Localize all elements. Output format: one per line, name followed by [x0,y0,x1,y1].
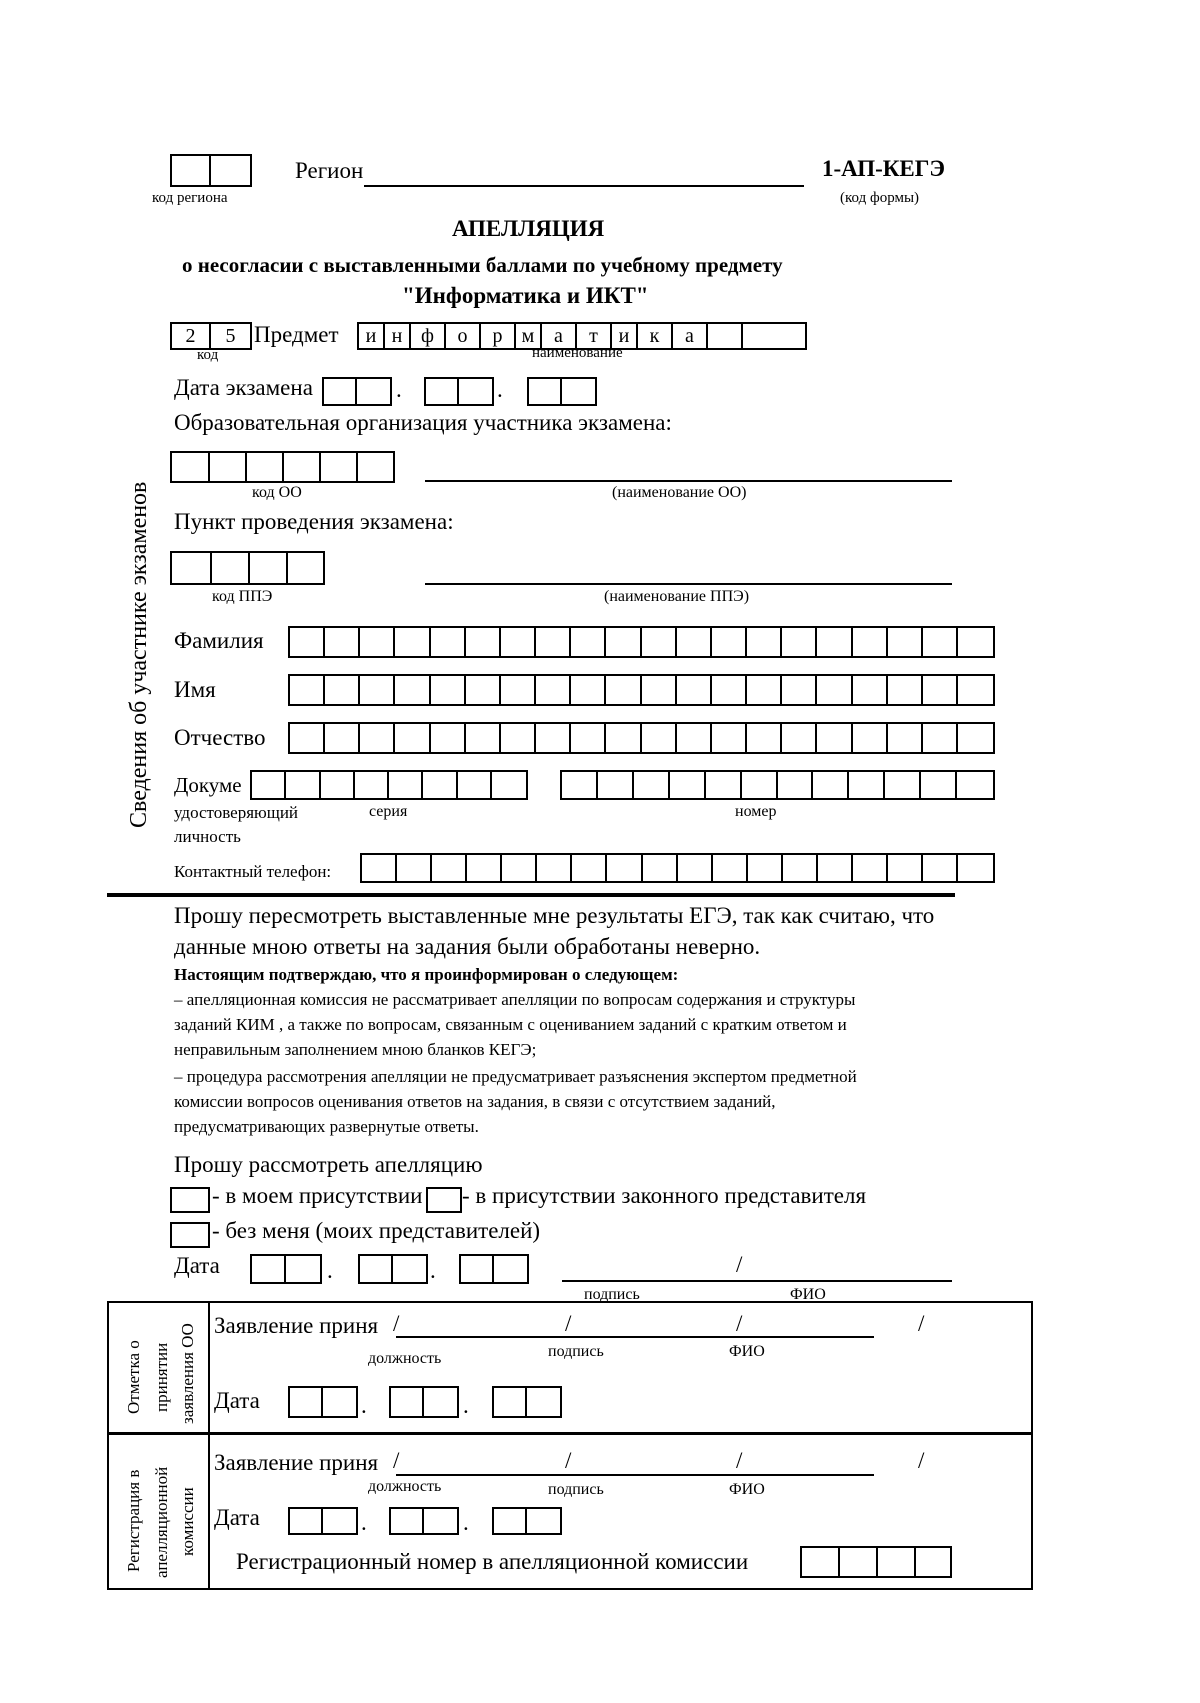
ppe-name-line[interactable] [425,583,952,585]
name-cell[interactable] [536,676,571,704]
form-code-caption: (код формы) [840,190,920,206]
phone-cell[interactable] [397,855,432,881]
consider-date-day[interactable] [250,1254,322,1284]
name-cell[interactable] [677,676,712,704]
patronymic-cell[interactable] [888,724,923,752]
org-code-cell[interactable] [358,453,393,481]
consider-date-year[interactable] [459,1254,529,1284]
consider-label: Прошу рассмотреть апелляцию [174,1152,483,1177]
region-code-caption: код региона [152,190,228,206]
patronymic-cell[interactable] [747,724,782,752]
document-number-cell[interactable] [598,772,634,798]
subject-name-cell[interactable]: и [359,324,385,348]
date-separator: . [497,377,503,402]
subject-title: "Информатика и ИКТ" [402,283,649,308]
patronymic-cell[interactable] [782,724,817,752]
signature-line[interactable] [562,1280,952,1282]
org-name-caption: (наименование ОО) [612,484,747,501]
name-cell[interactable] [747,676,782,704]
date-cell[interactable] [494,1509,527,1533]
date-cell[interactable] [424,1388,457,1416]
name-cell[interactable] [712,676,747,704]
signature-caption: подпись [584,1286,640,1303]
patronymic-cell[interactable] [466,724,501,752]
date-separator: . [327,1258,333,1283]
series-caption: серия [369,803,408,820]
name-cell[interactable] [325,676,360,704]
document-number-cell[interactable] [562,772,598,798]
subject-name-cell[interactable]: м [516,324,542,348]
surname-boxes[interactable] [288,626,995,658]
request-line2: данные мною ответы на задания были обработаны неверно. [174,934,761,959]
document-number-cell[interactable] [778,772,814,798]
section1-slash: / [393,1311,400,1336]
section1-accepted-label: Заявление приня [214,1313,379,1338]
form-code: 1-АП-КЕГЭ [822,156,945,181]
section1-date-label: Дата [214,1388,260,1413]
subject-name-cell[interactable]: н [385,324,411,348]
section1-fio-caption: ФИО [729,1343,765,1360]
patronymic-cell[interactable] [501,724,536,752]
exam-date-label: Дата экзамена [174,375,313,400]
region-code-cell[interactable] [172,156,211,185]
section1-signature-line[interactable] [396,1336,874,1338]
document-series-cell[interactable] [355,772,389,798]
subject-name-caption: наименование [532,345,623,361]
registration-number-label: Регистрационный номер в апелляционной комиссии [236,1549,749,1574]
section2-accepted-label: Заявление приня [214,1450,379,1475]
date-cell[interactable] [360,1256,393,1282]
patronymic-boxes[interactable] [288,722,995,754]
document-series-cell[interactable] [252,772,286,798]
document-series-cell[interactable] [458,772,492,798]
subject-name-cell[interactable] [743,324,779,348]
phone-cell[interactable] [958,855,993,881]
subject-code-boxes[interactable] [170,322,252,350]
document-number-cell[interactable] [957,772,993,798]
section2-date-day[interactable] [288,1507,358,1535]
surname-cell[interactable] [923,628,958,656]
surname-cell[interactable] [536,628,571,656]
name-cell[interactable] [501,676,536,704]
org-code-cell[interactable] [172,453,210,481]
phone-cell[interactable] [362,855,397,881]
section1-side-label-2: принятии [152,1342,171,1412]
section1-date-day[interactable] [288,1386,358,1418]
representative-label: - в присутствии законного представителя [462,1183,867,1208]
ppe-label: Пункт проведения экзамена: [174,509,454,534]
document-number-cell[interactable] [670,772,706,798]
slash-separator: / [736,1252,743,1277]
ppe-code-cell[interactable] [288,553,323,583]
name-cell[interactable] [817,676,852,704]
org-name-line[interactable] [425,480,952,482]
document-series-cell[interactable] [321,772,355,798]
section2-signature-caption: подпись [548,1481,604,1498]
phone-cell[interactable] [888,855,923,881]
subject-name-cell[interactable]: т [577,324,612,348]
surname-cell[interactable] [431,628,466,656]
without-me-checkbox[interactable] [170,1222,210,1248]
ppe-code-cell[interactable] [250,553,288,583]
surname-cell[interactable] [642,628,677,656]
subject-name-cell[interactable]: и [612,324,638,348]
name-cell[interactable] [782,676,817,704]
registration-number-cell[interactable] [802,1548,840,1576]
name-label: Имя [174,677,216,702]
subject-code-cell[interactable]: 2 [172,324,211,348]
date-separator: . [463,1393,469,1418]
page-title: АПЕЛЛЯЦИЯ [452,216,605,241]
exam-date-cell[interactable] [562,379,595,404]
surname-cell[interactable] [712,628,747,656]
section2-side-label-3: комиссии [178,1487,197,1556]
patronymic-cell[interactable] [923,724,958,752]
section-divider [107,893,955,897]
ppe-code-cell[interactable] [212,553,250,583]
document-label-line2: удостоверяющий [174,803,299,822]
surname-cell[interactable] [466,628,501,656]
surname-cell[interactable] [958,628,993,656]
patronymic-cell[interactable] [642,724,677,752]
section1-slash: / [736,1311,743,1336]
date-cell[interactable] [461,1256,494,1282]
document-number-cell[interactable] [706,772,742,798]
section1-side-label-1: Отметка о [124,1340,143,1414]
info-line6: предусматривающих развернутые ответы. [174,1117,479,1136]
info-line4: – процедура рассмотрения апелляции не предусматривает разъяснения экспертом предметной [174,1067,857,1086]
info-line2: заданий КИМ , а также по вопросам, связанным с оцениванием заданий с кратким ответом и [174,1015,847,1034]
phone-cell[interactable] [607,855,642,881]
org-label: Образовательная организация участника экзамена: [174,410,672,435]
date-separator: . [463,1510,469,1535]
section1-signature-caption: подпись [548,1343,604,1360]
section1-slash: / [918,1311,925,1336]
section1-side-label-3: заявления ОО [178,1323,197,1424]
date-separator: . [361,1393,367,1418]
surname-cell[interactable] [395,628,430,656]
phone-cell[interactable] [678,855,713,881]
info-line5: комиссии вопросов оценивания ответов на задания, в связи с отсутствием заданий, [174,1092,776,1111]
registration-number-cell[interactable] [878,1548,916,1576]
name-cell[interactable] [923,676,958,704]
registration-number-cell[interactable] [840,1548,878,1576]
name-cell[interactable] [431,676,466,704]
region-code-boxes[interactable] [170,154,252,187]
date-cell[interactable] [290,1509,323,1533]
name-cell[interactable] [642,676,677,704]
patronymic-cell[interactable] [325,724,360,752]
date-separator: . [361,1510,367,1535]
document-number-cell[interactable] [742,772,778,798]
document-series-cell[interactable] [389,772,423,798]
section1-position-caption: должность [368,1350,442,1367]
phone-cell[interactable] [713,855,748,881]
document-series-cell[interactable] [286,772,320,798]
phone-cell[interactable] [818,855,853,881]
section2-signature-line[interactable] [396,1474,874,1476]
registration-number-boxes[interactable] [800,1546,952,1578]
patronymic-cell[interactable] [571,724,606,752]
subject-code-cell[interactable]: 5 [225,325,236,347]
consider-date-month[interactable] [358,1254,428,1284]
phone-cell[interactable] [572,855,607,881]
exam-date-day[interactable] [322,377,392,406]
phone-cell[interactable] [923,855,958,881]
document-number-cell[interactable] [634,772,670,798]
date-separator: . [430,1258,436,1283]
name-cell[interactable] [395,676,430,704]
surname-cell[interactable] [888,628,923,656]
org-code-cell[interactable] [247,453,284,481]
document-number-cell[interactable] [885,772,921,798]
subject-name-cell[interactable]: р [481,324,516,348]
name-cell[interactable] [466,676,501,704]
section2-slash: / [918,1448,925,1473]
in-my-presence-label: - в моем присутствии [212,1183,423,1208]
consider-date-label: Дата [174,1253,220,1278]
document-number-cell[interactable] [813,772,849,798]
name-cell[interactable] [571,676,606,704]
patronymic-cell[interactable] [360,724,395,752]
surname-cell[interactable] [606,628,641,656]
subject-name-cell[interactable]: ф [411,324,446,348]
number-caption: номер [735,803,777,820]
document-number-cell[interactable] [849,772,885,798]
surname-cell[interactable] [747,628,782,656]
name-cell[interactable] [290,676,325,704]
surname-cell[interactable] [325,628,360,656]
patronymic-cell[interactable] [677,724,712,752]
surname-cell[interactable] [853,628,888,656]
org-code-cell[interactable] [210,453,247,481]
ppe-name-caption: (наименование ППЭ) [604,588,750,605]
name-boxes[interactable] [288,674,995,706]
date-cell[interactable] [494,1256,527,1282]
info-line3: неправильным заполнением мною бланков КЕГЭ; [174,1040,537,1059]
patronymic-cell[interactable] [290,724,325,752]
exam-date-cell[interactable] [426,379,459,404]
section2-position-caption: должность [368,1478,442,1495]
section1-date-month[interactable] [389,1386,459,1418]
name-cell[interactable] [888,676,923,704]
phone-cell[interactable] [537,855,572,881]
patronymic-cell[interactable] [853,724,888,752]
subject-name-cell[interactable]: о [446,324,481,348]
surname-cell[interactable] [571,628,606,656]
date-cell[interactable] [527,1388,560,1416]
patronymic-cell[interactable] [431,724,466,752]
date-cell[interactable] [323,1388,356,1416]
date-cell[interactable] [391,1388,424,1416]
patronymic-cell[interactable] [606,724,641,752]
table-row-divider [107,1432,1033,1435]
phone-cell[interactable] [643,855,678,881]
date-cell[interactable] [494,1388,527,1416]
date-cell[interactable] [323,1509,356,1533]
patronymic-cell[interactable] [712,724,747,752]
section2-slash: / [736,1448,743,1473]
page-subtitle: о несогласии с выставленными баллами по учебному предмету [182,253,783,277]
date-cell[interactable] [424,1509,457,1533]
date-cell[interactable] [252,1256,286,1282]
in-my-presence-checkbox[interactable] [170,1187,210,1213]
table-column-divider [208,1301,210,1590]
document-label: Докуме [174,773,242,797]
fio-caption: ФИО [790,1286,826,1303]
phone-cell[interactable] [467,855,502,881]
exam-date-cell[interactable] [324,379,357,404]
exam-date-year[interactable] [527,377,597,406]
section2-slash: / [393,1448,400,1473]
date-cell[interactable] [393,1256,426,1282]
section1-slash: / [565,1311,572,1336]
region-name-line[interactable] [364,185,804,187]
section2-date-label: Дата [214,1505,260,1530]
representative-checkbox[interactable] [426,1187,462,1213]
region-label: Регион [295,158,364,183]
name-cell[interactable] [606,676,641,704]
surname-cell[interactable] [501,628,536,656]
confirm-heading: Настоящим подтверждаю, что я проинформирован о следующем: [174,965,679,984]
ppe-code-cell[interactable] [172,553,212,583]
surname-cell[interactable] [677,628,712,656]
patronymic-cell[interactable] [958,724,993,752]
patronymic-label: Отчество [174,725,266,750]
date-cell[interactable] [527,1509,560,1533]
participant-info-side-label: Сведения об участнике экзаменов [126,481,152,828]
phone-cell[interactable] [853,855,888,881]
document-number-boxes[interactable] [560,770,995,800]
section2-side-label-2: апелляционной [152,1466,171,1578]
document-series-cell[interactable] [492,772,526,798]
org-code-boxes[interactable] [170,451,395,483]
section1-date-year[interactable] [492,1386,562,1418]
phone-cell[interactable] [748,855,783,881]
patronymic-cell[interactable] [395,724,430,752]
request-line1: Прошу пересмотреть выставленные мне результаты ЕГЭ, так как считаю, что [174,903,935,928]
name-cell[interactable] [853,676,888,704]
subject-name-cell[interactable]: а [673,324,708,348]
section2-side-label-1: Регистрация в [124,1469,143,1572]
org-code-caption: код ОО [252,484,302,501]
subject-name-cell[interactable] [708,324,743,348]
subject-label: Предмет [254,322,339,347]
surname-cell[interactable] [782,628,817,656]
document-series-boxes[interactable] [250,770,528,800]
exam-date-cell[interactable] [357,379,390,404]
subject-name-cell[interactable]: к [638,324,673,348]
section2-date-month[interactable] [389,1507,459,1535]
name-cell[interactable] [958,676,993,704]
subject-code-caption: код [197,347,219,363]
phone-cell[interactable] [783,855,818,881]
phone-cell[interactable] [502,855,537,881]
surname-cell[interactable] [817,628,852,656]
info-line1: – апелляционная комиссия не рассматривает апелляции по вопросам содержания и структуры [174,990,856,1009]
document-number-cell[interactable] [921,772,957,798]
patronymic-cell[interactable] [536,724,571,752]
surname-cell[interactable] [360,628,395,656]
date-cell[interactable] [290,1388,323,1416]
date-cell[interactable] [286,1256,320,1282]
without-me-label: - без меня (моих представителей) [212,1218,541,1243]
document-label-line3: личность [174,827,241,846]
exam-date-cell[interactable] [459,379,492,404]
exam-date-month[interactable] [424,377,494,406]
section2-date-year[interactable] [492,1507,562,1535]
date-separator: . [396,377,402,402]
document-series-cell[interactable] [423,772,457,798]
org-code-cell[interactable] [284,453,321,481]
region-code-cell[interactable] [211,156,250,185]
subject-name-cell[interactable]: а [542,324,577,348]
registration-number-cell[interactable] [916,1548,950,1576]
phone-boxes[interactable] [360,853,995,883]
name-cell[interactable] [360,676,395,704]
section2-slash: / [565,1448,572,1473]
surname-cell[interactable] [290,628,325,656]
ppe-code-caption: код ППЭ [212,588,273,605]
phone-cell[interactable] [432,855,467,881]
org-code-cell[interactable] [321,453,358,481]
surname-label: Фамилия [174,628,264,653]
patronymic-cell[interactable] [817,724,852,752]
exam-date-cell[interactable] [529,379,562,404]
phone-label: Контактный телефон: [174,862,332,881]
ppe-code-boxes[interactable] [170,551,325,585]
date-cell[interactable] [391,1509,424,1533]
section2-fio-caption: ФИО [729,1481,765,1498]
